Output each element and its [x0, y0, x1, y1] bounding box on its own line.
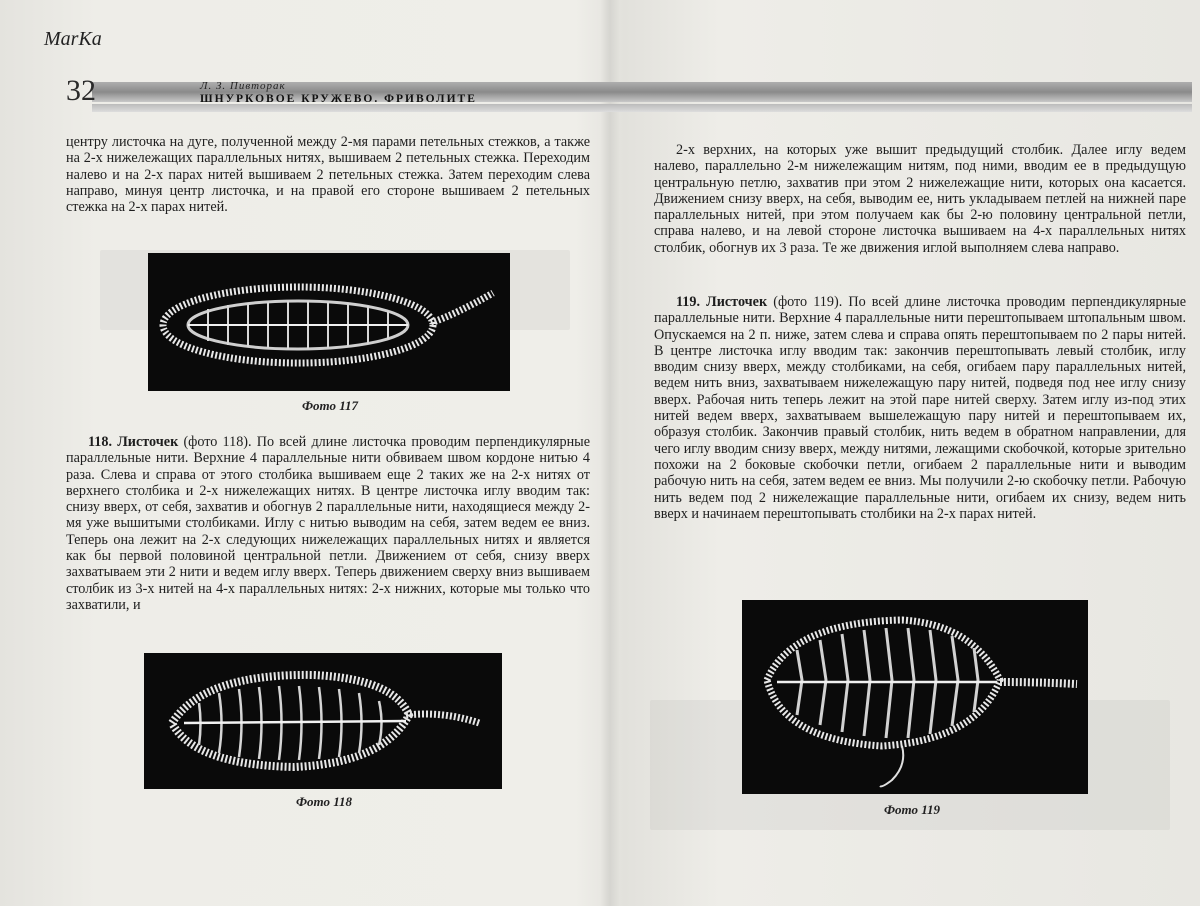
- photo-117-caption: Фото 117: [301, 398, 359, 413]
- photo-118-caption: Фото 118: [295, 794, 353, 809]
- section-119-paragraph: [654, 294, 1186, 522]
- running-head-author: Л. З. Пивторак: [200, 80, 286, 92]
- header-bar-lower: [92, 104, 1192, 112]
- photo-119: [742, 600, 1088, 794]
- running-head-title: ШНУРКОВОЕ КРУЖЕВО. ФРИВОЛИТЕ: [200, 93, 477, 105]
- section-119-number: 119.: [676, 294, 701, 310]
- right-paragraph-1: 2-х верхних, на которых уже вышит предыдущий столбик. Далее иглу ведем налево, параллельно 2-м нижележащим нитям, под ними, вводим ее в предыдущую центральную петлю, захватив при этом 2 нижележащие нити, которых она касается. Движением снизу вверх, на себя, выводим ее, нить укладываем петлей на нижней паре параллельных нитей, при этом получаем как бы 2-ю половину центральной петли, справа налево, и на левой стороне листочка вышиваем на 4-х параллельных нитях столбик, обогнув их 3 раза. Те же движения иглой выполняем слева направо.: [654, 142, 1186, 256]
- section-118-paragraph: [66, 434, 590, 613]
- photo-117: [148, 253, 510, 391]
- photo-118: [144, 653, 502, 789]
- left-paragraph-1: центру листочка на дуге, полученной между 2-мя парами петельных стежков, а также на 2-х нижележащих параллельных нитях, вышиваем 2 петельных стежка. Переходим налево и на 2-х парах нитей вышиваем 2 петельных стежка. Затем переходим слева направо, минуя центр листочка, и на правой его стороне вышиваем 2 петельных стежка на 2-х парах нитей.: [66, 134, 590, 216]
- watermark: MarKa: [44, 28, 102, 50]
- page-number: 32: [66, 74, 96, 107]
- lace-leaf-118-image: [144, 653, 502, 789]
- section-118-number: 118.: [88, 434, 113, 450]
- section-118-title: Листочек: [117, 434, 179, 450]
- section-119-text: (фото 119). По всей длине листочка проводим перпендикулярные параллельные нити. Верхние 4 параллельные нити перештопываем штопальным швом. Опускаемся на 2 п. ниже, затем слева и справа опять перештопываем по 2 пары нитей. В центре листочка иглу вводим так: закончив перештопывать левый столбик, иглу вводим снизу вверх, между столбиками, на себя, огибаем пару параллельных нитей, ведем нить вниз, захватываем нижележащую пару нитей, подведя под нее иглу снизу вверх. Рабочая нить теперь лежит на этой паре нитей сверху. Затем иглу из-под этих нитей ведем вверх, захватываем вышележащую пару нитей и перештопываем их, образуя столбик. Закончив правый столбик, нить ведем в обратном направлении, для чего иглу вводим снизу вверх, между нитями, лежащими скобочкой, которые зрительно похожи на 2 боковые скобочки петли, огибаем 2 параллельные нити и выводим рабочую нить на себя, затем ведем ее вниз. Мы получили 2-ю скобочку петли. Рабочую нить ведем под 2 нижележащие параллельные нити, огибаем их снизу, ведем нить вверх и начинаем перештопывать столбики на 2-х парах нитей.: [654, 294, 1186, 522]
- section-118-text: (фото 118). По всей длине листочка проводим перпендикулярные параллельные нити. Верхние 4 параллельные нити обвиваем швом кордоне нитью 4 раза. Слева и справа от этого столбика вышиваем еще 2 таких же на 2-х нитях от верхнего столбика и 2-х нижележащих нитях. В центре листочка иглу вводим так: снизу вверх, от себя, захватив и обогнув 2 параллельные нити, находящиеся между 2-мя уже вышитыми столбиками. Иглу с нитью выводим на себя, затем ведем ее вниз. Теперь она лежит на 2-х следующих нижележащих параллельных нитях и является как бы первой половиной центральной петли. Движением от себя, снизу вверх захватываем эти 2 нити и ведем иглу вверх. Теперь движением сверху вниз вышиваем столбик из 3-х нитей на 4-х параллельных нитях: 2-х нижних, которые мы только что захватили, и: [66, 434, 590, 613]
- book-gutter: [600, 0, 620, 906]
- lace-leaf-119-image: [742, 600, 1088, 794]
- lace-leaf-117-image: [148, 253, 510, 391]
- section-119-title: Листочек: [706, 294, 768, 310]
- photo-119-caption: Фото 119: [883, 802, 941, 817]
